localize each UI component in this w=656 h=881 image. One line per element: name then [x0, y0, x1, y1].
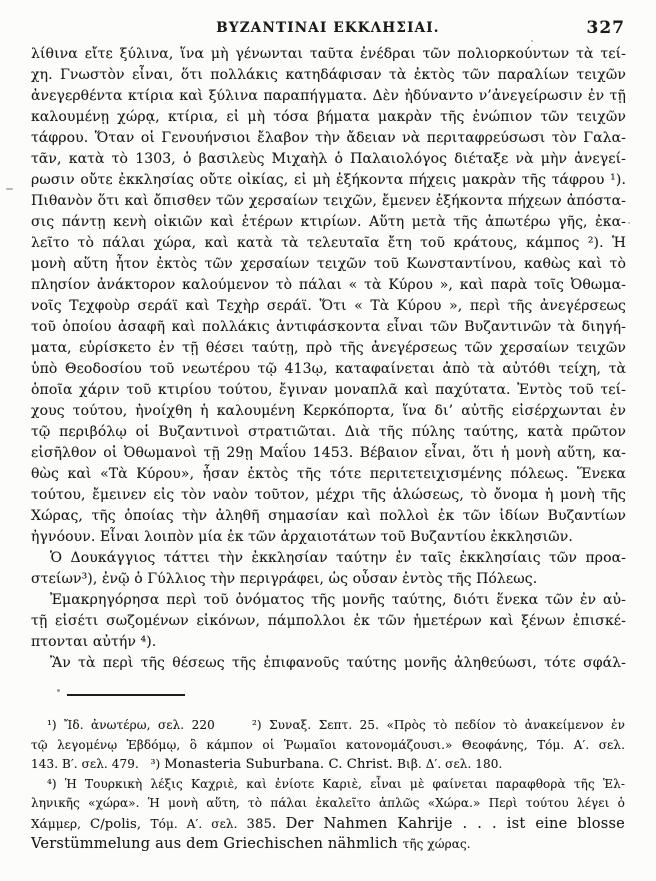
scan-speck [6, 188, 13, 190]
text-line [31, 380, 626, 401]
text-line [31, 653, 626, 674]
text-segment: ἀνεγερθέντα κτίρια καὶ ξύλινα παραπήγματα. Δὲν ἠδύναντο ν’ἀνεγείρωσιν ἐν τῇ [31, 88, 626, 104]
text-segment: ⁴) Ἡ Τουρκικὴ λέξις Καχριὲ, καὶ ἐνίοτε Καριὲ, εἶναι μὲ φαίνεται παραφθορὰ τῆς Ἑλ- [47, 776, 625, 791]
text-line [31, 485, 626, 506]
text-segment: 143. Β′. σελ. 479. ³) [31, 757, 165, 772]
text-segment: χους τούτου, ἠνοίχθη ἡ καλουμένη Κερκόπορτα, ἵνα δι’ αὐτῆς εἰσέρχωνται ἐν [31, 403, 626, 419]
text-line [31, 338, 626, 359]
text-line [31, 170, 626, 191]
text-segment: θὼς καὶ «Τὰ Κύρου», ἦσαν ἐκτὸς τῆς τότε περιτετειχισμένης πόλεως. Ἕνεκα [31, 466, 626, 482]
text-line [31, 191, 626, 212]
text-line [31, 548, 626, 569]
footnote-line [31, 794, 625, 814]
text-segment: νοῖς Τεχφοὺρ σεράϊ καὶ Τεχὴρ σεράϊ. Ὅτι « Τὰ Κύρου », περὶ τῆς ἀνεγέρσεως [31, 298, 626, 314]
text-segment: τοῦ ὁποίου ἀσαφῆ καὶ πολλάκις ἀντιφάσκοντα εἶναι τῶν Βυζαντινῶν τὰ διηγή- [31, 319, 626, 335]
text-line [31, 506, 626, 527]
text-line [31, 128, 626, 149]
text-segment: τῷ περιβόλῳ οἱ Βυζαντινοὶ στρατιῶται. Διὰ τῆς πύλης ταύτης, κατὰ πρῶτον [31, 424, 626, 440]
text-line [31, 275, 626, 296]
text-line [31, 296, 626, 317]
text-line [31, 65, 626, 86]
text-line [31, 212, 626, 233]
text-segment: στείων³), ἐνῷ ὁ Γύλλιος τὴν περιγράφει, ὡς οὖσαν ἐντὸς τῆς Πόλεως. [31, 571, 538, 587]
text-segment: τῇ εἰσέτι σωζομένων εἰκόνων, πάμπολλοι ἐκ τῶν ἡμετέρων καὶ ξένων ἐπισκέ- [31, 613, 626, 629]
footnote-line [31, 775, 625, 795]
footnotes [31, 716, 625, 853]
scan-speck [531, 40, 533, 42]
text-line [31, 359, 626, 380]
text-segment: μονὴ αὕτη ἦτον ἐκτὸς τῶν χερσαίων τειχῶν τοῦ Κωνσταντίνου, καθὼς καὶ τὸ [31, 256, 626, 272]
text-segment: 385. [246, 816, 286, 832]
text-line [31, 149, 626, 170]
text-segment: πλησίον ἀνάκτορον καλούμενον τὸ πάλαι « τὰ Κύρου », καὶ παρὰ τοῖς Ὀθωμα- [31, 277, 626, 293]
text-segment: τάφρου. Ὅταν οἱ Γενουήνσιοι ἔλαβον τὴν ἄδειαν νὰ περιταφρεύσωσι τὸν Γαλα- [31, 130, 626, 146]
footnote-line [31, 755, 625, 775]
page-number: 327 [586, 18, 625, 38]
text-segment: τῷ λεγομένῳ Ἑβδόμῳ, ὃ κάμπον οἱ Ῥωμαῖοι κατονομάζουσι.» Θεοφάνης, Τόμ. Α′. σελ. [31, 737, 625, 752]
text-line [31, 569, 626, 590]
text-segment: λεῖτο τὸ πάλαι χώρα, καὶ κατὰ τὰ τελευταῖα ἔτη τοῦ κράτους, κάμπος ²). Ἡ [31, 235, 626, 251]
text-segment: καλουμένῃ χώρᾳ, κτίρια, εἰ μὴ τόσα βήματα μακρὰν τῆς ἐνώπιον τῶν τειχῶν [31, 109, 626, 125]
text-segment: σις πάντῃ κενὴ οἰκιῶν καὶ ἑτέρων κτιρίων. Αὕτη μετὰ τῆς ἀπωτέρω γῆς, ἐκα- [31, 214, 626, 230]
text-line [31, 233, 626, 254]
footnote-line [31, 736, 625, 756]
text-line [31, 527, 626, 548]
running-head [31, 18, 625, 38]
text-segment: ματα, εὑρίσκετο ἐν τῇ θέσει ταύτῃ, πρὸ τῆς ἀνεγέρσεως τῶν χερσαίων τειχῶν [31, 340, 626, 356]
text-segment: ρωσιν οὔτε ἐκκλησίας οὔτε οἰκίας, εἰ μὴ ἑξήκοντα πήχεις μακρὰν τῆς τάφρου ¹). [31, 172, 626, 188]
text-segment: πτονται αὐτήν ⁴). [31, 634, 157, 650]
text-segment: ληνικῆς «χώρα». Ἡ μονὴ αὕτη, τὸ πάλαι ἐκαλεῖτο ἁπλῶς «Χώρα.» Περὶ τούτου λέγει ὁ [31, 796, 625, 811]
text-segment: Ὁ Δουκάγγιος τάττει τὴν ἐκκλησίαν ταύτην ἐν ταῖς ἐκκλησίαις τῶν προα- [50, 550, 626, 566]
text-line [31, 464, 626, 485]
text-line [31, 107, 626, 128]
text-segment: Ἐμακρηγόρησα περὶ τοῦ ὀνόματος τῆς μονῆς ταύτης, διότι ἕνεκα τῶν ἐν αὐ- [50, 592, 626, 608]
text-line [31, 86, 626, 107]
text-segment: ἠγνόουν. Εἶναι λοιπὸν μία ἐκ τῶν ἀρχαιοτάτων τοῦ Βυζαντίου ἐκκλησιῶν. [31, 529, 573, 545]
text-line [31, 422, 626, 443]
text-line [31, 254, 626, 275]
text-segment: Ἂν τὰ περὶ τῆς θέσεως τῆς ἐπιφανοῦς ταύτης μονῆς ἀληθεύωσι, τότε σφάλ- [50, 655, 626, 671]
scan-speck [57, 689, 60, 692]
text-segment: εἰσῆλθον οἱ Ὀθωμανοὶ τῇ 29ῃ Μαΐου 1453. Βέβαιον εἶναι, ὅτι ἡ μονὴ αὕτη, κα- [31, 445, 626, 461]
text-segment: ὁποῖα χάριν τοῦ κτιρίου τούτου, ἔγιναν μοναπλᾶ καὶ παχύτατα. Ἐντὸς τοῦ τεί- [31, 382, 626, 398]
text-segment: Der Nahmen Kahrije . . . ist eine blosse [285, 814, 625, 832]
text-segment: τούτου, ἔμεινεν εἰς τὸν ναὸν τοῦτον, μέχρι τῆς ἁλώσεως, τὸ ὄνομα ἡ μονὴ τῆς [31, 487, 626, 503]
page-title: ΒΥΖΑΝΤΙΝΑΙ ΕΚΚΛΗΣΙΑΙ. [216, 20, 440, 36]
text-segment: Πιθανὸν ὅτι καὶ ὄπισθεν τῶν χερσαίων τειχῶν, ἔμενεν ἑξήκοντα πήχεων ἀπόστα- [31, 193, 626, 209]
text-segment: τᾶν, κατὰ τὸ 1303, ὁ βασιλεὺς Μιχαὴλ ὁ Παλαιολόγος διέταξε νὰ μὴν ἀνεγεί- [31, 151, 626, 167]
body-text [31, 44, 626, 674]
footnote-line [31, 834, 625, 854]
text-line [31, 443, 626, 464]
text-segment: τῆς χώρας. [402, 836, 471, 851]
text-segment: Verstümmelung aus dem Griechischen nähmlich [31, 834, 403, 852]
text-segment: χη. Γνωστὸν εἶναι, ὅτι πολλάκις κατηδάφισαν τὰ ἐκτὸς τῶν παραλίων τειχῶν [31, 67, 626, 83]
footnote-line [31, 716, 625, 736]
text-segment: ¹) Ἴδ. ἀνωτέρω, σελ. 220 ²) Συναξ. Σεπτ. 25. «Πρὸς τὸ πεδίον τὸ ἀνακείμενον ἐν [47, 718, 625, 732]
text-line [31, 44, 626, 65]
text-segment: C/polis, [90, 816, 151, 832]
text-segment: Βιβ. Δ′. σελ. 180. [397, 757, 503, 772]
text-segment: Χάμμερ, [31, 816, 91, 831]
text-segment: Τόμ. Α′. σελ. [150, 816, 247, 831]
text-segment: λίθινα εἴτε ξύλινα, ἵνα μὴ γένωνται ταῦτα ἐνέδραι τῶν πολιορκούντων τὰ τεί- [31, 46, 626, 62]
text-line [31, 632, 626, 653]
text-line [31, 401, 626, 422]
text-line [31, 590, 626, 611]
text-segment: Monasteria Suburbana. C. Christ. [164, 757, 398, 773]
footnote-line [31, 814, 625, 834]
text-segment: ὑπὸ Θεοδοσίου τοῦ νεωτέρου τῷ 413ῳ, καταφαίνεται ἀπὸ τὰ αὐτόθι τείχη, τὰ [31, 361, 626, 377]
text-segment: Χώρας, τῆς ὁποίας τὴν ἀληθῆ σημασίαν καὶ πολλοὶ ἐκ τῶν ἰδίων Βυζαντίων [31, 508, 626, 524]
footnote-separator [67, 694, 185, 696]
scan-speck [628, 222, 630, 224]
text-line [31, 317, 626, 338]
text-line [31, 611, 626, 632]
